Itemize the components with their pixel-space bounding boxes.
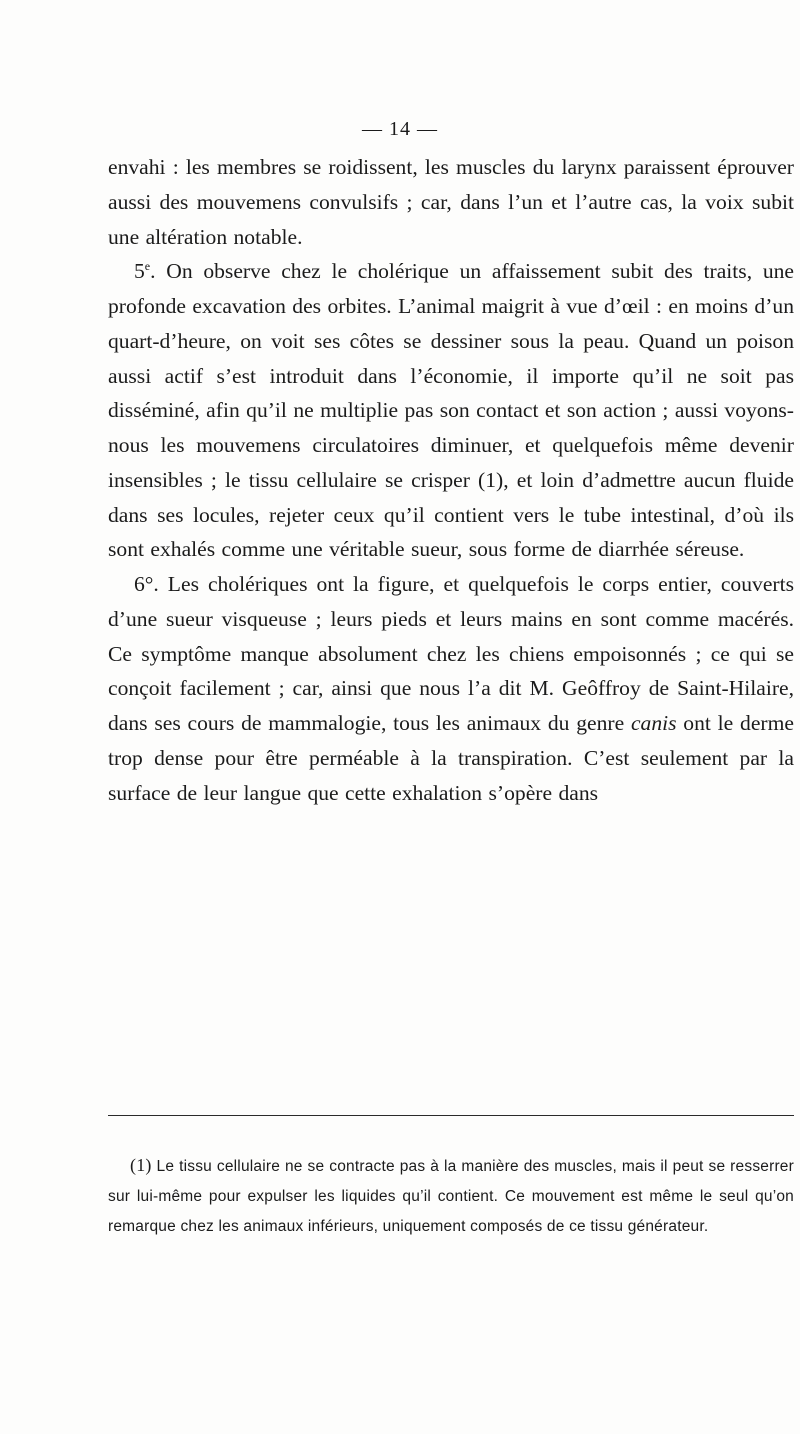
- paragraph-6-italic-term: canis: [630, 711, 677, 735]
- paragraph-continuation: envahi : les membres se roidissent, les muscles du larynx paraissent éprouver aussi des mouvemens convulsifs ; car, dans l’un et l’autre cas, la voix subit une altération notable.: [108, 155, 794, 249]
- footnote-paragraph: [108, 1150, 794, 1242]
- paragraph-5-number: 5: [134, 259, 145, 284]
- paragraph-5-text: . On observe chez le cholérique un affaissement subit des traits, une profonde excavation des orbites. L’animal maigrit à vue d’œil : en moins d’un quart-d’heure, on voit ses côtes se dessiner sous la peau. Quand un poison aussi actif s’est introduit dans l’économie, il importe qu’il ne soit pas disséminé, afin qu’il ne multiplie pas son contact et son action ; aussi voyons-nous les mouvemens circulatoires diminuer, et quelquefois même devenir insensibles ; le tissu cellulaire se crisper (1), et loin d’admettre aucun fluide dans ses locules, rejeter ceux qu’il contient vers le tube intestinal, d’où ils sont exhalés comme une véritable sueur, sous forme de diarrhée séreuse.: [108, 259, 794, 562]
- paragraph-6-text-start: 6°. Les cholériques ont la figure, et quelquefois le corps entier, couverts d’une sueur visqueuse ; leurs pieds et leurs mains en sont comme macérés. Ce symptôme manque absolument chez les chiens empoisonnés ; ce qui se conçoit facilement ; car, ainsi que nous l’a dit M. Geôffroy de Saint-Hilaire, dans ses cours de mammalogie, tous les animaux du genre: [108, 572, 794, 735]
- paragraph-6: [108, 567, 794, 810]
- footnote: [108, 1150, 794, 1242]
- footnote-text: Le tissu cellulaire ne se contracte pas à la manière des muscles, mais il peut se resserrer sur lui-même pour expulser les liquides qu’il contient. Ce mouvement est même le seul qu’on remarque chez les animaux inférieurs, uniquement composés de ce tissu générateur.: [108, 1158, 794, 1235]
- paragraph-5-superscript: e: [144, 259, 151, 274]
- paragraph-5: [108, 254, 794, 567]
- paragraph-6-text-end: ont le derme trop dense pour être perméable à la transpiration. C’est seulement par la surface de leur langue que cette exhalation s’opère dans: [108, 711, 794, 805]
- footnote-mark: (1): [130, 1155, 152, 1175]
- footnote-separator: [108, 1115, 794, 1116]
- page-number: — 14 —: [362, 118, 438, 140]
- main-text: [108, 150, 794, 810]
